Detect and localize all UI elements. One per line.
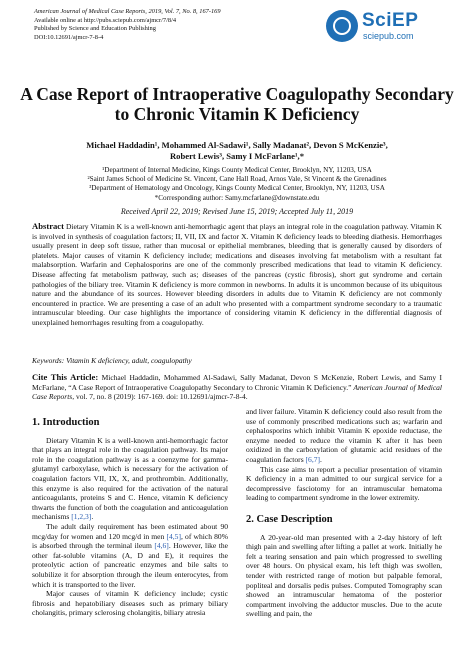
case-paragraph-1: A 20-year-old man presented with a 2-day history of left thigh pain and swelling after lifting a pallet at work. Initially he felt a tearing sensation and pain which progressed to swelling over 48 hours. On physical exam, his left thigh was swollen, tender with restricted range of motion but palpable femoral, popliteal and dorsalis pedis pulses. Computed Tomography scan showed an intramuscular hematoma of the posterior compartment involving the adductor muscles. Due to the acute swelling and pain, the <box>246 532 442 619</box>
affiliations <box>40 166 434 203</box>
right-paragraph-1: and liver failure. Vitamin K deficiency could also result from the use of commonly prescribed medications such as; warfarin and cephalosporins which inhibit Vitamin K epoxide reductase, the enzyme needed to reduce the vitamin K after it has been oxidized in the carboxylation of glutamic acid residues of the coagulation factors [6,7]. <box>246 407 442 464</box>
abstract <box>32 222 442 328</box>
authors-line-1: Michael Haddadin¹, Mohammed Al-Sadawi¹, Sally Madanat², Devon S McKenzie³, <box>86 140 388 150</box>
affiliation-1: ¹Department of Internal Medicine, Kings County Medical Center, Brooklyn, NY, 11203, USA <box>102 166 372 174</box>
intro-paragraph-2: The adult daily requirement has been estimated about 90 mcg/day for women and 120 mcg/d in men [4,5], of which 80% is absorbed through the terminal ileum [4,6]. However, like the other fat-soluble vitamins (A, D and E), it requires the proteolytic action of pancreatic enzymes and bile salts to solubilize it for absorption through the ileum enterocytes, from which it is transported to the liver. <box>32 521 229 589</box>
available-online-link[interactable]: Available online at http://pubs.sciepub.com/ajmcr/7/8/4 <box>34 16 177 24</box>
abstract-text: Dietary Vitamin K is a well-known anti-hemorrhagic agent that plays an integral role in the coagulation pathway. Vitamin K is involved in synthesis of coagulation factors; II, VII, IX and factor X. Vitamin K deficiency leads to bleeding diathesis. Hemorrhages usually present in deep soft tissue, rather than mucosal or epithelial membranes, bleeding that is generally caused by disorders of platelets. Major causes of vitamin K deficiency include; medications and diseases involving fat metabolism with a resultant fat malabsorption. Warfarin and Cephalosporins are one of the commonly prescribed medications that lead to vitamin K deficiency. Disease affecting fat metabolism pathway, such as; diseases of the pancreas (cystic fibrosis), short gut syndrome and certain pathologies of the biliary tree. Vitamin K deficiency is more common in newborns. In adults it is uncommon because of its ubiquitous nature and the abundance of its sources. However bleeding disorders in adults due to Vitamin K deficiency are not commonly encountered in practice. We are presenting a case of an adult who presented with a compartment syndrome secondary to a traumatic intramuscular bleeding. Our case highlights the importance of considering vitamin K deficiency in the differential diagnosis of unexplained hemorrhages resulting from a coagulopathy. <box>32 222 442 327</box>
journal-header <box>34 8 221 42</box>
publisher-line: Published by Science and Education Publishing <box>34 25 156 33</box>
journal-citation: American Journal of Medical Case Reports, 2019, Vol. 7, No. 8, 167-169 <box>34 8 221 15</box>
intro-paragraph-3: Major causes of vitamin K deficiency include; cystic fibrosis and hepatobiliary diseases such as primary biliary cholangitis, primary sclerosing cholangitis, biliary atresia <box>32 589 228 618</box>
affiliation-3: ³Department of Hematology and Oncology, Kings County Medical Center, Brooklyn, NY, 11203, USA <box>89 184 385 193</box>
cite-tail: vol. 7, no. 8 (2019): 167-169. doi: 10.12691/ajmcr-7-8-4. <box>75 392 248 402</box>
citation-link[interactable]: [6,7] <box>305 454 320 464</box>
cite-this-article <box>32 373 442 402</box>
keywords: Keywords: Vitamin K deficiency, adult, coagulopathy <box>32 356 192 365</box>
cite-journal: American Journal of Medical Case Reports, <box>32 382 443 402</box>
logo-url: sciepub.com <box>363 31 414 41</box>
doi-line[interactable]: DOI:10.12691/ajmcr-7-8-4 <box>34 33 104 41</box>
left-column <box>32 418 228 618</box>
cite-text: Michael Haddadin, Mohammed Al-Sadawi, Sally Madanat, Devon S McKenzie, Robert Lewis, and Samy I McFarlane, “A Case Report of Intraoperative Coagulopathy Secondary to Chronic Vitamin K Deficiency.” <box>32 373 442 392</box>
intro-paragraph-1: Dietary Vitamin K is a well-known anti-hemorrhagic factor that plays an integral role in the coagulation pathway. Its major role in the coagulation pathway is as a coenzyme for gamma-glutamyl carboxylase, which is necessary for the activation of coagulation factors VII, IX, X, and prothrombin. Additionally, this enzyme is also required for the activation of the natural anticoagulants, proteins S and C. Hence, vitamin K deficiency thwarts the function of both the coagulation and anticoagulation mechanisms [1,2,3]. <box>32 435 228 522</box>
section-heading-case-description: 2. Case Description <box>246 513 333 525</box>
authors <box>40 140 434 161</box>
logo-name: SciEP <box>362 10 419 31</box>
affiliation-2: ²Saint James School of Medicine St. Vincent, Cane Hall Road, Arnos Vale, St Vincent & the Grenadines <box>87 175 387 184</box>
abstract-label: Abstract <box>32 221 64 231</box>
authors-line-2: Robert Lewis³, Samy I McFarlane¹,* <box>169 150 305 161</box>
paper-title: A Case Report of Intraoperative Coagulopathy Secondary to Chronic Vitamin K Deficiency <box>20 84 454 124</box>
publisher-logo <box>326 10 444 44</box>
corresponding-author[interactable]: *Corresponding author: Samy.mcfarlane@downstate.edu <box>154 193 320 202</box>
right-column <box>246 407 442 619</box>
citation-link[interactable]: [1,2,3] <box>71 512 92 522</box>
citation-link[interactable]: [4,6] <box>154 541 169 551</box>
cite-label: Cite This Article: <box>32 372 99 382</box>
section-heading-introduction: 1. Introduction <box>32 417 100 428</box>
right-paragraph-2: This case aims to report a peculiar presentation of vitamin K deficiency in a man admitted to our surgical service for a decompressive fasciotomy for an intramuscular hematoma leading to compartment syndrome in the lower extremity. <box>246 464 442 503</box>
received-dates: Received April 22, 2019; Revised June 15, 2019; Accepted July 11, 2019 <box>120 207 354 216</box>
logo-seal-icon <box>326 10 358 42</box>
citation-link[interactable]: [4,5] <box>166 531 181 541</box>
